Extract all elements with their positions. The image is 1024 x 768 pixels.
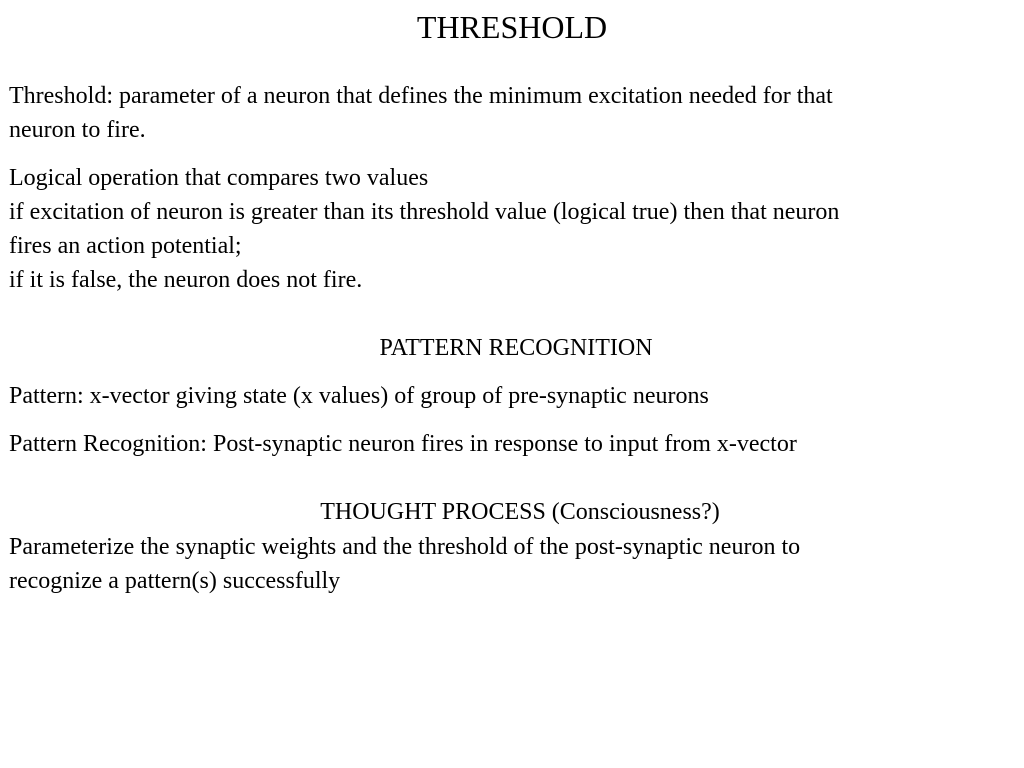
pattern-recognition-definition bbox=[9, 427, 1009, 461]
pattern-recognition-heading: PATTERN RECOGNITION bbox=[379, 335, 653, 361]
thought-line-1: Parameterize the synaptic weights and the threshold of the post-synaptic neuron to bbox=[9, 534, 801, 560]
logic-line-4: if it is false, the neuron does not fire. bbox=[9, 267, 363, 293]
pattern-definition-line: Pattern: x-vector giving state (x values) of group of pre-synaptic neurons bbox=[9, 383, 709, 409]
logic-line-2: if excitation of neuron is greater than its threshold value (logical true) then that neuron bbox=[9, 199, 840, 225]
threshold-definition bbox=[9, 79, 1009, 147]
thought-line-2: recognize a pattern(s) successfully bbox=[9, 568, 341, 594]
thought-process-heading: THOUGHT PROCESS (Consciousness?) bbox=[320, 499, 720, 525]
threshold-definition-line-1: Threshold: parameter of a neuron that defines the minimum excitation needed for that bbox=[9, 83, 833, 109]
pattern-definition bbox=[9, 379, 1009, 413]
logical-operation-text bbox=[9, 161, 1009, 297]
logic-line-1: Logical operation that compares two values bbox=[9, 165, 429, 191]
threshold-definition-line-2: neuron to fire. bbox=[9, 117, 146, 143]
thought-process-text bbox=[9, 530, 1009, 598]
slide-title: THRESHOLD bbox=[416, 9, 608, 45]
logic-line-3: fires an action potential; bbox=[9, 233, 242, 259]
pattern-recognition-line: Pattern Recognition: Post-synaptic neuron fires in response to input from x-vector bbox=[9, 431, 797, 457]
